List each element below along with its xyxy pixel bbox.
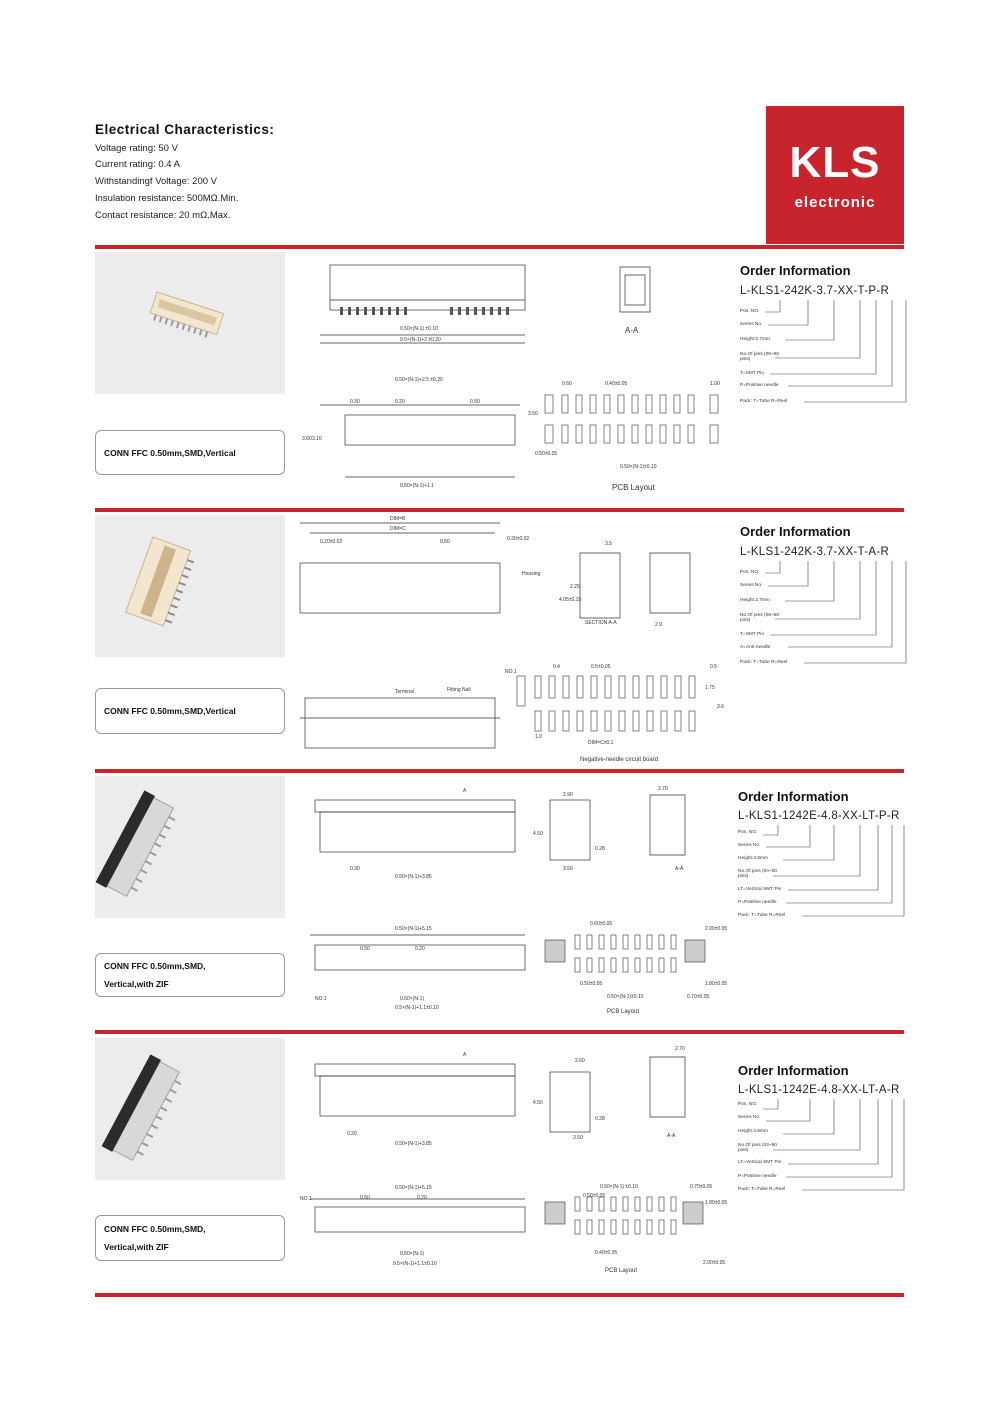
dim-label: 0.50×(N-1) ±0.10 — [600, 1184, 638, 1190]
dim-label: 0.50×(N-1)+3.85 — [395, 1141, 432, 1147]
order-title-3: Order Information — [738, 789, 849, 804]
order-item: Series No. — [738, 1115, 761, 1120]
dim-label: 0.28 — [595, 1116, 605, 1122]
spec-insulation: Insulation resistance: 500MΩ.Min. — [95, 193, 239, 204]
product-photo-3 — [95, 776, 285, 918]
dim-label: 0.50×(N-1)+5.15 — [395, 1185, 432, 1191]
spec-contact: Contact resistance: 20 mΩ.Max. — [95, 210, 231, 221]
order-code-4: L-KLS1-1242E-4.8-XX-LT-A-R — [738, 1084, 900, 1096]
dim-label: NO.1 — [300, 1196, 312, 1202]
label-line: CONN FFC 0.50mm,SMD,Vertical — [104, 447, 236, 458]
dim-label: 0.30 — [350, 866, 360, 872]
order-title-4: Order Information — [738, 1063, 849, 1078]
product-label-3 — [95, 953, 285, 997]
order-item: T=SMT Pin — [740, 371, 765, 376]
pcb-layout-label: PCB Layout — [605, 1268, 638, 1274]
callout-label: Fitting Nail — [447, 687, 471, 693]
order-title-1: Order Information — [740, 263, 851, 278]
dim-label: 0.20 — [415, 946, 425, 952]
order-item: Series No. — [740, 322, 763, 327]
label-line: CONN FFC 0.50mm,SMD, — [104, 961, 206, 971]
dim-label: Housing — [522, 571, 541, 577]
order-item: No.Of pins (06~50 pins) — [740, 613, 780, 623]
product-label-1 — [95, 430, 285, 475]
order-title-2: Order Information — [740, 524, 851, 539]
order-item: Pos. NO. — [740, 570, 760, 575]
product-photo-2 — [95, 515, 285, 657]
electrical-title: Electrical Characteristics: — [95, 122, 275, 137]
divider — [95, 245, 904, 249]
dim-label: 3.6 — [717, 704, 724, 710]
dim-label: 0.50×(N-1)+3.85 — [395, 874, 432, 880]
order-item: Pack: T=Tube R=Reel — [740, 399, 788, 404]
order-item: P=Positive needle — [738, 1174, 777, 1179]
dim-label: 0.50×(N-1) — [400, 1251, 425, 1257]
dim-label: 0.50±0.05 — [580, 981, 603, 987]
dim-label: 0.30 — [350, 399, 360, 405]
dim-label: 2.25 — [570, 584, 580, 590]
dim-label: 0.50 — [360, 1195, 370, 1201]
dim-label: DIM=C±0.1 — [588, 740, 614, 746]
order-item: No.Of pins (04~50 pins) — [738, 1143, 778, 1153]
order-item: T=SMT Pin — [740, 632, 765, 637]
order-item: No.Of pins (06~50 pins) — [740, 352, 780, 362]
connector-image — [95, 776, 285, 918]
technical-drawing-2 — [295, 513, 735, 768]
dim-label: 4.50 — [533, 831, 543, 837]
dim-label: 0.5 — [710, 664, 717, 670]
section-label: A-A — [675, 866, 684, 872]
dim-label: 2.90 — [563, 792, 573, 798]
order-item: Pack: T=Tube R=Reel — [738, 913, 786, 918]
dim-label: DIM=B — [390, 516, 406, 522]
dim-label: 0.50±0.05 — [535, 451, 558, 457]
dim-label: 0.50×(N-1)±0.10 — [620, 464, 657, 470]
dim-label: 3.50 — [573, 1135, 583, 1141]
technical-drawing-4 — [295, 1042, 735, 1282]
dim-label: 0.5×(N-1)+2 ±0.20 — [400, 337, 441, 343]
order-item: Height:3.7mm — [740, 598, 770, 603]
dim-label: 0.50×(N-1)+1.1 — [400, 483, 434, 489]
divider — [95, 769, 904, 773]
dim-label: 0.20 — [395, 399, 405, 405]
dim-label: A — [463, 788, 467, 794]
dim-label: 0.50×(N-1) ±0.10 — [400, 326, 438, 332]
dim-label: 0.40±0.05 — [605, 381, 628, 387]
dim-label: 1.00 — [710, 381, 720, 387]
dim-label: 0.50×(N-1)±0.10 — [607, 994, 644, 1000]
logo-sub: electronic — [794, 194, 876, 211]
pcb-layout-label: PCB Layout — [612, 483, 655, 492]
technical-drawing-1 — [300, 255, 730, 495]
dim-label: 4.50 — [533, 1100, 543, 1106]
dim-label: 3.5 — [605, 541, 612, 547]
connector-image — [95, 515, 285, 657]
section-label: SECTION A-A — [585, 620, 617, 626]
order-item: Series No. — [740, 583, 763, 588]
dim-label: 0.4 — [553, 664, 560, 670]
divider — [95, 1030, 904, 1034]
dim-label: 0.5×(N-1)+1.1±0.10 — [393, 1261, 437, 1267]
section-label: A-A — [625, 326, 639, 335]
order-item: Pos. NO. — [740, 309, 760, 314]
dim-label: NO.1 — [505, 669, 517, 675]
dim-label: 3.50 — [563, 866, 573, 872]
dim-label: 2.00±0.05 — [703, 1260, 726, 1266]
dim-label: 4.05±0.15 — [559, 597, 582, 603]
dim-label: 0.30±0.02 — [507, 536, 530, 542]
dim-label: 2.9 — [655, 622, 662, 628]
technical-drawing-3 — [295, 780, 735, 1020]
dim-label: 0.50×(N-1) — [400, 996, 425, 1002]
order-code-1: L-KLS1-242K-3.7-XX-T-P-R — [740, 285, 890, 297]
dim-label: 0.5×(N-1)+1.1±0.10 — [395, 1005, 439, 1011]
callout-label: Terminal — [395, 689, 414, 695]
dim-label: 3.60 — [302, 436, 312, 442]
dim-label: 0.20 — [347, 1131, 357, 1137]
order-item: Height:3.7mm — [740, 337, 770, 342]
dim-label: 0.40±0.05 — [595, 1250, 618, 1256]
order-item: P=Positive needle — [740, 383, 779, 388]
dim-label: 0.60 — [562, 381, 572, 387]
order-code-2: L-KLS1-242K-3.7-XX-T-A-R — [740, 546, 890, 558]
dim-label: 2.60 — [575, 1058, 585, 1064]
label-line: CONN FFC 0.50mm,SMD, — [104, 1224, 206, 1234]
dim-label: 3.50 — [528, 411, 538, 417]
pcb-layout-label: PCB Layout — [607, 1009, 640, 1015]
logo-brand: KLS — [789, 138, 881, 187]
dim-label: 0.20 — [417, 1195, 427, 1201]
dim-label: DIM=C — [390, 526, 406, 532]
order-item: LT=Vertical SMT Pin — [738, 887, 782, 892]
order-item: Series No. — [738, 843, 761, 848]
spec-voltage: Voltage rating: 50 V — [95, 143, 178, 154]
connector-image — [95, 1038, 285, 1180]
caption-label: Negative-needle circuit board — [580, 757, 659, 763]
kls-logo — [766, 106, 904, 244]
spec-current: Current rating: 0.4 A — [95, 159, 181, 170]
dim-label: 0.5±0.05 — [591, 664, 611, 670]
dim-label: A — [463, 1052, 467, 1058]
label-line: Vertical,with ZIF — [104, 1242, 169, 1252]
product-label-4 — [95, 1215, 285, 1261]
product-photo-1 — [95, 252, 285, 394]
dim-label: 0.50×(N-1)+2.5 ±0.20 — [395, 377, 443, 383]
divider — [95, 1293, 904, 1297]
divider — [95, 508, 904, 512]
order-item: LT=Vertical SMT Pin — [738, 1160, 782, 1165]
dim-label: 0.50 — [440, 539, 450, 545]
connector-image — [95, 252, 285, 394]
order-item: A=Anti-needle — [740, 645, 771, 650]
dim-label: 2.00±0.05 — [705, 926, 728, 932]
order-item: No.Of pins (04~50 pins) — [738, 869, 778, 879]
spec-withstanding: Withstandingf Voltage: 200 V — [95, 176, 217, 187]
dim-label: 1.75 — [705, 685, 715, 691]
dim-label: 0.70±0.05 — [687, 994, 710, 1000]
product-photo-4 — [95, 1038, 285, 1180]
dim-label: 1.0 — [535, 734, 542, 740]
order-item: Pack: T=Tube R=Reel — [740, 660, 788, 665]
order-item: Pack: T=Tube R=Reel — [738, 1187, 786, 1192]
dim-label: 0.50 — [470, 399, 480, 405]
order-item: P=Positive needle — [738, 900, 777, 905]
dim-label: 0.50±0.05 — [583, 1193, 606, 1199]
dim-label: 2.70 — [658, 786, 668, 792]
dim-label: 1.80±0.05 — [705, 1200, 728, 1206]
dim-label: 0.50×(N-1)+5.15 — [395, 926, 432, 932]
order-item: Pos. NO. — [738, 1102, 758, 1107]
product-label-2 — [95, 688, 285, 734]
dim-label: 1.80±0.05 — [705, 981, 728, 987]
dim-label: 0.60±0.05 — [590, 921, 613, 927]
dim-label: NO.1 — [315, 996, 327, 1002]
order-item: Pos. NO. — [738, 830, 758, 835]
dim-label: 0.28 — [595, 846, 605, 852]
order-item: Height:4.8mm — [738, 856, 768, 861]
label-line: CONN FFC 0.50mm,SMD,Vertical — [104, 706, 236, 716]
order-code-3: L-KLS1-1242E-4.8-XX-LT-P-R — [738, 810, 900, 822]
order-item: Height:4.8mm — [738, 1129, 768, 1134]
dim-label: 2.70 — [675, 1046, 685, 1052]
dim-label: 0.70±0.05 — [690, 1184, 713, 1190]
label-line: Vertical,with ZIF — [104, 979, 169, 989]
dim-label: 0.50 — [360, 946, 370, 952]
section-label: A-A — [667, 1133, 676, 1139]
dim-label: 3.10 — [312, 436, 322, 442]
dim-label: 0.20±0.02 — [320, 539, 343, 545]
